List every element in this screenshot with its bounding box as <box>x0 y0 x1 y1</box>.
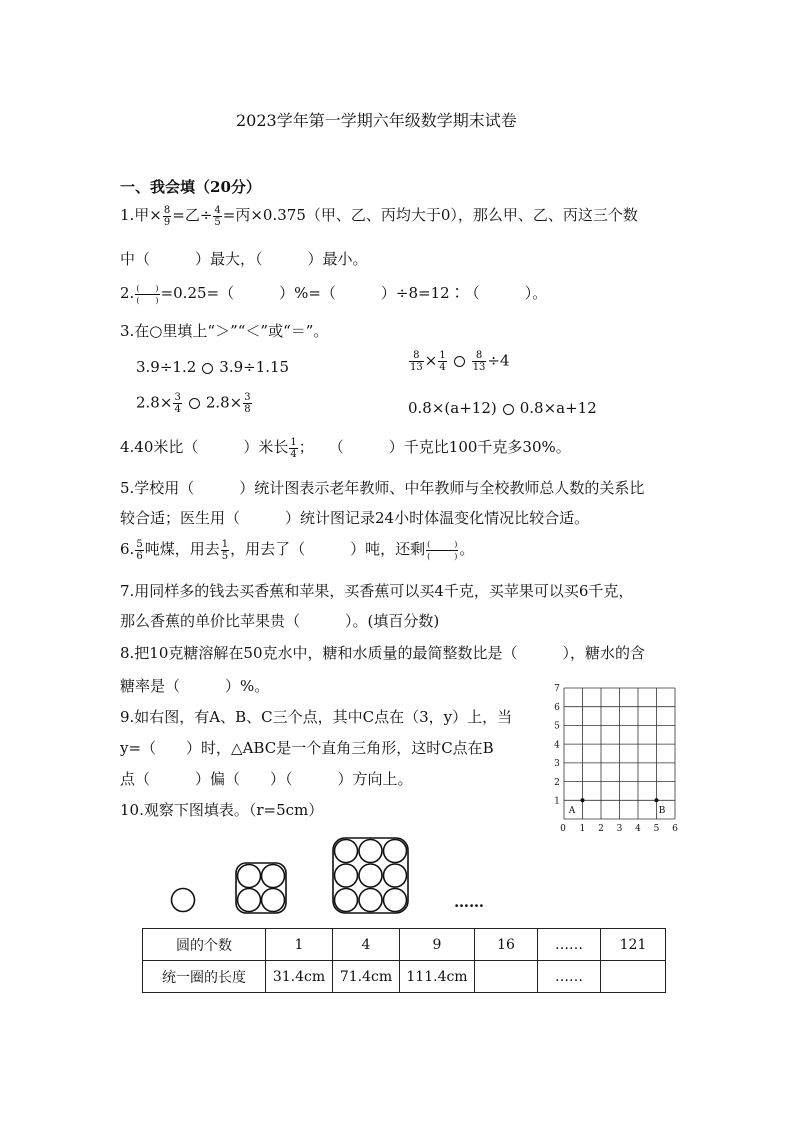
x-tick-label: 6 <box>672 824 678 834</box>
y-tick-label: 1 <box>554 796 560 807</box>
question-8-line-2: 糖率是（ ）%。 <box>120 677 270 695</box>
question-8: 8.把10克糖溶解在50克水中，糖和水质量的最简整数比是（ ），糖水的含 <box>120 644 645 662</box>
table-row <box>143 961 666 993</box>
data-table <box>142 928 666 993</box>
question-5-line-2: 较合适；医生用（ ）统计图记录24小时体温变化情况比较合适。 <box>120 509 590 527</box>
point-a-label: A <box>568 806 576 816</box>
fraction: $\frac{1}{5}$ <box>221 538 229 562</box>
question-9-line-2: y=（ ）时，△ABC是一个直角三角形，这时C点在B <box>120 739 494 757</box>
fraction: $\frac{3}{8}$ <box>244 392 251 415</box>
table-cell: 圆的个数 <box>143 929 266 961</box>
fraction: $\frac{1}{4}$ <box>290 436 297 460</box>
question-9-line-3: 点（ ）偏（ ）（ ）方向上。 <box>120 770 413 788</box>
table-cell[interactable] <box>475 961 538 993</box>
point-b <box>655 798 659 802</box>
question-5: 5.学校用（ ）统计图表示老年教师、中年教师与全校教师总人数的关系比 <box>120 479 645 497</box>
question-1: 1.甲× $\frac{8}{9}$ =乙÷ $\frac{4}{5}$ =丙×0.375（甲、乙、丙均大于0），那么甲、乙、丙这三个数 <box>120 204 638 228</box>
compare-circle <box>503 404 514 415</box>
question-9: 9.如右图，有A、B、C三个点，其中C点在（3，y）上，当 <box>120 708 513 726</box>
fraction: $\frac{8}{13}$ <box>410 350 423 373</box>
question-10: 10.观察下图填表。（r=5cm） <box>120 801 324 819</box>
circle-patterns <box>160 832 500 922</box>
x-tick-label: 2 <box>598 824 604 834</box>
question-7-line-2: 那么香蕉的单价比苹果贵（ ）。(填百分数) <box>120 612 440 630</box>
four-circle-band <box>236 863 286 913</box>
table-cell: 71.4cm <box>333 961 400 993</box>
question-1-line-2: 中（ ）最大，（ ）最小。 <box>120 250 368 268</box>
question-2: 2. $\frac{( )}{( )}$ =0.25=（ ）%=（ ）÷8=12∶（ ）。 <box>120 283 548 305</box>
blank-fraction: $\frac{( )}{( )}$ <box>427 539 458 561</box>
fraction: $\frac{1}{4}$ <box>439 350 446 373</box>
coordinate-grid <box>546 680 686 836</box>
y-tick-label: 4 <box>554 740 560 751</box>
compare-2: $\frac{8}{13}$ × $\frac{1}{4}$ $\frac{8}{13}$ ÷4 <box>410 350 510 373</box>
question-4: 4.40米比（ ）米长 $\frac{1}{4}$ ； （ ）千克比100千克多30%。 <box>120 436 571 460</box>
ellipsis: …… <box>454 893 484 911</box>
x-tick-label: 5 <box>653 824 660 834</box>
fraction: $\frac{4}{5}$ <box>214 204 221 228</box>
table-cell: 1 <box>266 929 333 961</box>
fraction: $\frac{3}{4}$ <box>174 392 181 415</box>
section-heading: 一、我会填（20分） <box>120 178 261 196</box>
y-tick-label: 6 <box>554 702 560 713</box>
question-7: 7.用同样多的钱去买香蕉和苹果，买香蕉可以买4千克，买苹果可以买6千克， <box>120 582 634 600</box>
y-tick-label: 5 <box>554 721 560 732</box>
y-tick-label: 2 <box>554 777 560 788</box>
table-cell: …… <box>538 961 601 993</box>
grid-lines <box>564 688 675 819</box>
table-cell[interactable] <box>601 961 666 993</box>
page-title: 2023学年第一学期六年级数学期末试卷 <box>236 111 517 130</box>
compare-3: 2.8× $\frac{3}{4}$ 2.8× $\frac{3}{8}$ <box>136 392 251 415</box>
x-tick-label: 0 <box>560 824 566 834</box>
compare-4: 0.8×(a+12) 0.8×a+12 <box>408 399 597 417</box>
fraction: $\frac{8}{13}$ <box>472 350 486 373</box>
compare-1: 3.9÷1.2 3.9÷1.15 <box>136 358 290 376</box>
x-tick-label: 1 <box>579 824 586 834</box>
table-cell: 16 <box>475 929 538 961</box>
compare-circle <box>189 398 200 409</box>
fraction: $\frac{5}{6}$ <box>136 538 143 562</box>
x-tick-label: 3 <box>616 824 623 834</box>
table-cell: 31.4cm <box>266 961 333 993</box>
table-cell: 9 <box>400 929 475 961</box>
table-row <box>143 929 666 961</box>
fraction: $\frac{8}{9}$ <box>163 204 171 228</box>
single-circle <box>172 889 195 912</box>
blank-fraction: $\frac{( )}{( )}$ <box>136 283 159 305</box>
nine-circle-band <box>333 838 408 913</box>
table-cell: 121 <box>601 929 666 961</box>
y-tick-label: 7 <box>554 684 560 695</box>
compare-circle <box>454 356 465 367</box>
y-tick-label: 3 <box>554 759 560 770</box>
table-cell: …… <box>538 929 601 961</box>
question-3: 3.在○里填上“＞”“＜”或“＝”。 <box>120 322 329 340</box>
table-cell: 统一圈的长度 <box>143 961 266 993</box>
table-cell: 111.4cm <box>400 961 475 993</box>
x-tick-label: 4 <box>635 824 641 834</box>
question-6: 6. $\frac{5}{6}$ 吨煤，用去 $\frac{1}{5}$ ，用去了（ ）吨，还剩 $\frac{( )}{( )}$ 。 <box>120 538 475 562</box>
table-cell: 4 <box>333 929 400 961</box>
point-b-label: B <box>658 806 666 816</box>
point-a <box>581 798 585 802</box>
compare-circle <box>202 363 213 374</box>
